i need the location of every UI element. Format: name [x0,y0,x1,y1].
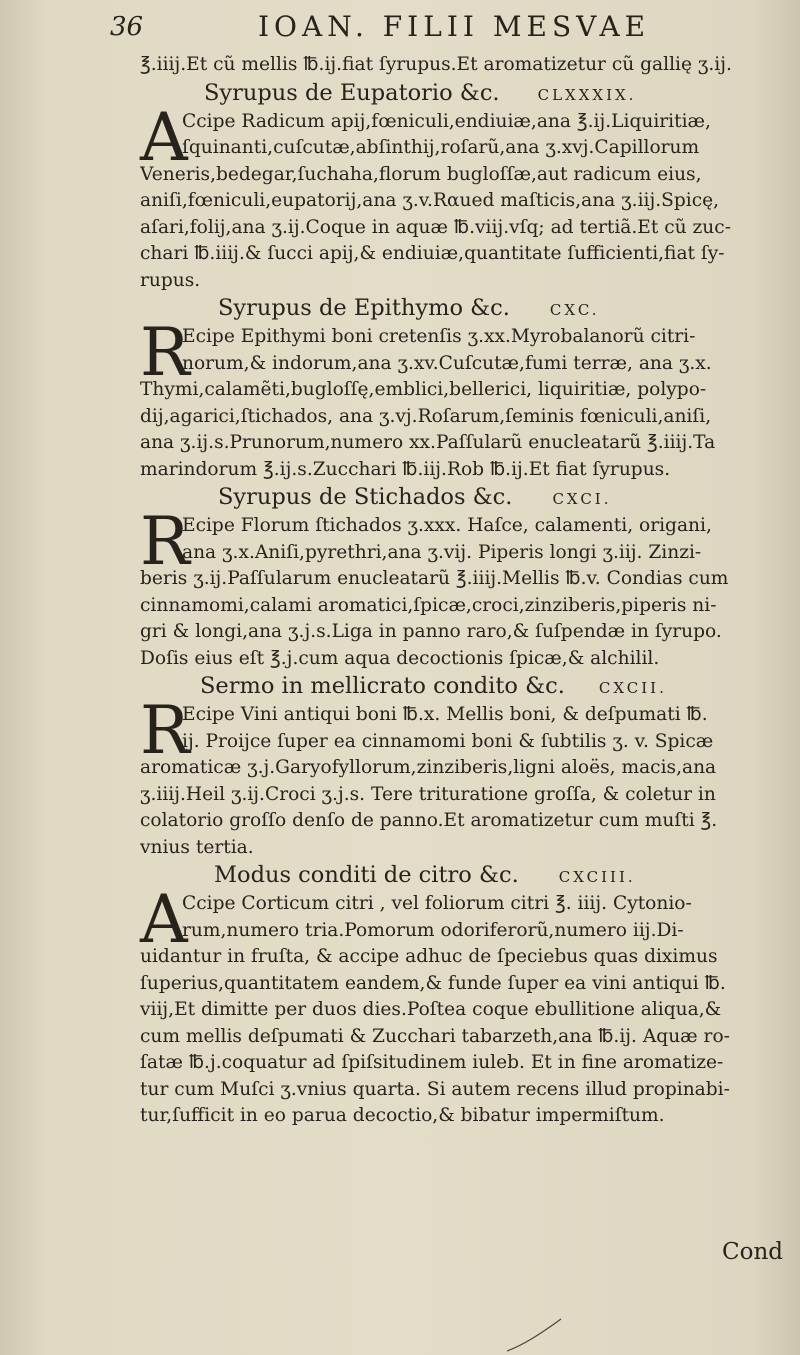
text-line: aſari,folij,ana ʒ.ij.Coque in aquæ ℔.viij.vſq; ad tertiã.Et cũ zuc- [140,216,731,238]
section-number: CXCI. [552,490,612,508]
text-line: colatorio groſſo denſo de panno.Et aromatizetur cum muſti ℥. [140,810,718,831]
text-line: beris ʒ.ij.Paſſularum enucleatarũ ℥.iiij.Mellis ℔.v. Condias cum [140,568,729,589]
section-body [140,881,780,1130]
running-title: IOAN. FILII MESVAE [258,10,651,43]
text-line: ana ʒ.x.Aniſi,pyrethri,ana ʒ.vij. Piperis longi ʒ.iij. Zinzi- [182,541,702,563]
text-line: Thymi,calamẽti,bugloſſę,emblici,bellerici, liquiritiæ, polypo- [140,379,707,400]
text-line: Ecipe Vini antiqui boni ℔.x. Mellis boni, & deſpumati ℔. [182,704,708,725]
drop-cap: R [140,314,190,391]
text-line: tur cum Muſci ʒ.vnius quarta. Si autem recens illud propinabi- [140,1078,730,1100]
recipe-section [140,483,780,672]
text-line: ſatæ ℔.j.coquatur ad ſpiſsitudinem iuleb. Et in fine aromatize- [140,1052,724,1073]
section-body [140,503,780,672]
section-heading [218,294,780,324]
drop-cap: R [140,503,190,580]
section-title: Syrupus de Eupatorio &c. [204,79,500,106]
recipe-section [140,672,780,861]
recipe-section [140,294,780,483]
section-title: Syrupus de Stichados &c. [218,484,513,510]
section-heading [218,483,780,513]
recipe-section [140,79,780,295]
text-line: rupus. [140,269,201,291]
section-title: Syrupus de Epithymo &c. [218,295,510,321]
section-body [140,692,780,861]
text-line: ʒ.iiij.Heil ʒ.ij.Croci ʒ.j.s. Tere trituratione groſſa, & coletur in [140,783,716,805]
section-number: CXCII. [598,679,667,697]
text-line: gri & longi,ana ʒ.j.s.Liga in panno raro,& ſuſpendæ in ſyrupo. [140,621,722,642]
opening-line: ℥.iiij.Et cũ mellis ℔.ij.fiat ſyrupus.Et aromatizetur cũ gallię ʒ.ij. [140,54,732,75]
text-line: viij,Et dimitte per duos dies.Poſtea coque ebullitione aliqua,& [140,999,722,1020]
text-line: ſquinanti,cuſcutæ,abſinthij,roſarũ,ana ʒ.xvj.Capillorum [182,137,700,158]
text-line: Ccipe Radicum apij,fœniculi,endiuiæ,ana ℥.ij.Liquiritiæ, [182,110,711,132]
section-number: CXC. [549,301,600,319]
text-line: Ecipe Epithymi boni cretenſis ʒ.xx.Myrobalanorũ citri- [182,326,696,347]
body-text [140,52,780,1130]
text-line: aromaticæ ʒ.j.Garyofyllorum,zinziberis,ligni aloës, macis,ana [140,757,717,778]
recipe-section [140,861,780,1130]
section-title: Sermo in mellicrato condito &c. [200,673,565,699]
text-line: marindorum ℥.ij.s.Zucchari ℔.iij.Rob ℔.ij.Et fiat ſyrupus. [140,458,671,480]
page-header [110,10,760,50]
text-line: Doſis eius eſt ℥.j.cum aqua decoctionis ſpicæ,& alchilil. [140,647,660,669]
text-line: vnius tertia. [140,836,254,858]
text-line: cinnamomi,calami aromatici,ſpicæ,croci,zinziberis,piperis ni- [140,594,717,616]
text-line: Ecipe Florum ſtichados ʒ.xxx. Haſce, calamenti, origani, [182,515,712,536]
section-number: CLXXXIX. [537,85,637,104]
text-line: ſuperius,quantitatem eandem,& funde ſuper ea vini antiqui ℔. [140,972,726,994]
text-line: Veneris,bedegar,ſuchaha,florum bugloſſæ,aut radicum eius, [140,163,702,185]
section-heading [200,672,780,702]
section-body [140,314,780,483]
text-line: uidantur in fruſta, & accipe adhuc de ſpeciebus quas diximus [140,946,718,967]
ink-stroke-mark [505,1315,565,1355]
text-line: chari ℔.iiij.& ſucci apij,& endiuiæ,quantitate ſufficienti,fiat ſy- [140,243,725,264]
text-line: dij,agarici,ſtichados, ana ʒ.vj.Roſarum,ſeminis fœniculi,aniſi, [140,405,712,427]
drop-cap: R [140,692,190,769]
section-heading [204,79,780,109]
section-number: CXCIII. [558,868,636,886]
drop-cap: A [140,98,188,176]
section-body [140,98,780,295]
text-line: rum,numero tria.Pomorum odoriferorũ,numero iij.Di- [182,919,684,941]
section-title: Modus conditi de citro &c. [214,862,519,888]
text-line: Ccipe Corticum citri , vel foliorum citri ℥. iiij. Cytonio- [182,893,692,914]
text-line: ana ʒ.ij.s.Prunorum,numero xx.Paſſularũ enucleatarũ ℥.iiij.Ta [140,432,716,453]
text-line: norum,& indorum,ana ʒ.xv.Cuſcutæ,fumi terræ, ana ʒ.x. [182,352,712,374]
text-line: cum mellis deſpumati & Zucchari tabarzeth,ana ℔.ij. Aquæ ro- [140,1025,730,1047]
catchword: Cond [722,1239,783,1265]
folio-number: 36 [110,12,144,42]
text-line: ij. Proijce ſuper ea cinnamomi boni & ſubtilis ʒ. v. Spicæ [182,730,714,752]
text-line: aniſi,fœniculi,eupatorij,ana ʒ.v.Rαued maſticis,ana ʒ.iij.Spicę, [140,190,720,211]
section-heading [214,861,780,891]
drop-cap: A [140,881,188,958]
text-line: tur,ſufficit in eo parua decoctio,& bibatur impermiſtum. [140,1105,665,1126]
